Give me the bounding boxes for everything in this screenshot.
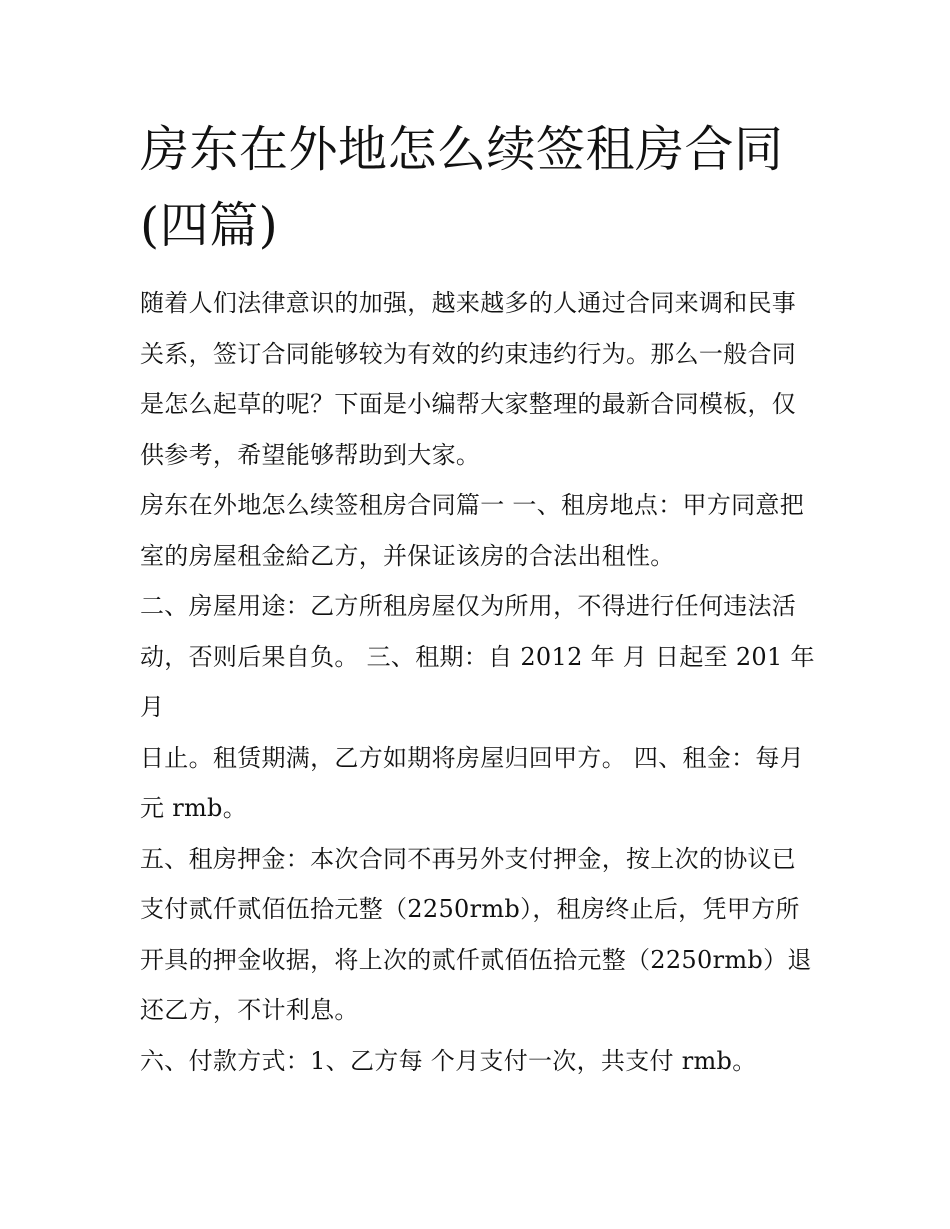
paragraph-clause-2-3: 二、房屋用途：乙方所租房屋仅为所用，不得进行任何违法活动，否则后果自负。 三、租期：自 2012 年 月 日起至 201 年 [140, 592, 815, 671]
paragraph-clause-4: 日止。租赁期满，乙方如期将房屋归回甲方。 四、租金：每月 元 rmb。 [140, 743, 805, 822]
paragraph-intro: 随着人们法律意识的加强，越来越多的人通过合同来调和民事关系，签订合同能够较为有效的约束违约行为。那么一般合同是怎么起草的呢？下面是小编帮大家整理的最新合同模板，仅供参考，希望能够帮助到大家。 [140, 289, 797, 469]
title-line-1: 房东在外地怎么续签租房合同 [140, 121, 784, 178]
paragraph-month: 月 [140, 693, 165, 721]
document-title [140, 112, 820, 264]
paragraph-clause-6: 六、付款方式：1、乙方每 个月支付一次，共支付 rmb。 [140, 1046, 757, 1075]
document-page [140, 112, 820, 1086]
paragraph-clause-1: 房东在外地怎么续签租房合同篇一 一、租房地点：甲方同意把室的房屋租金給乙方，并保证该房的合法出租性。 [140, 491, 805, 570]
title-line-2: (四篇) [140, 197, 279, 254]
paragraph-clause-5: 五、租房押金：本次合同不再另外支付押金，按上次的协议已支付贰仟贰佰伍拾元整（2250rmb），租房终止后，凭甲方所开具的押金收据，将上次的贰仟贰佰伍拾元整（2250rmb）退还乙方，不计利息。 [140, 844, 812, 1024]
